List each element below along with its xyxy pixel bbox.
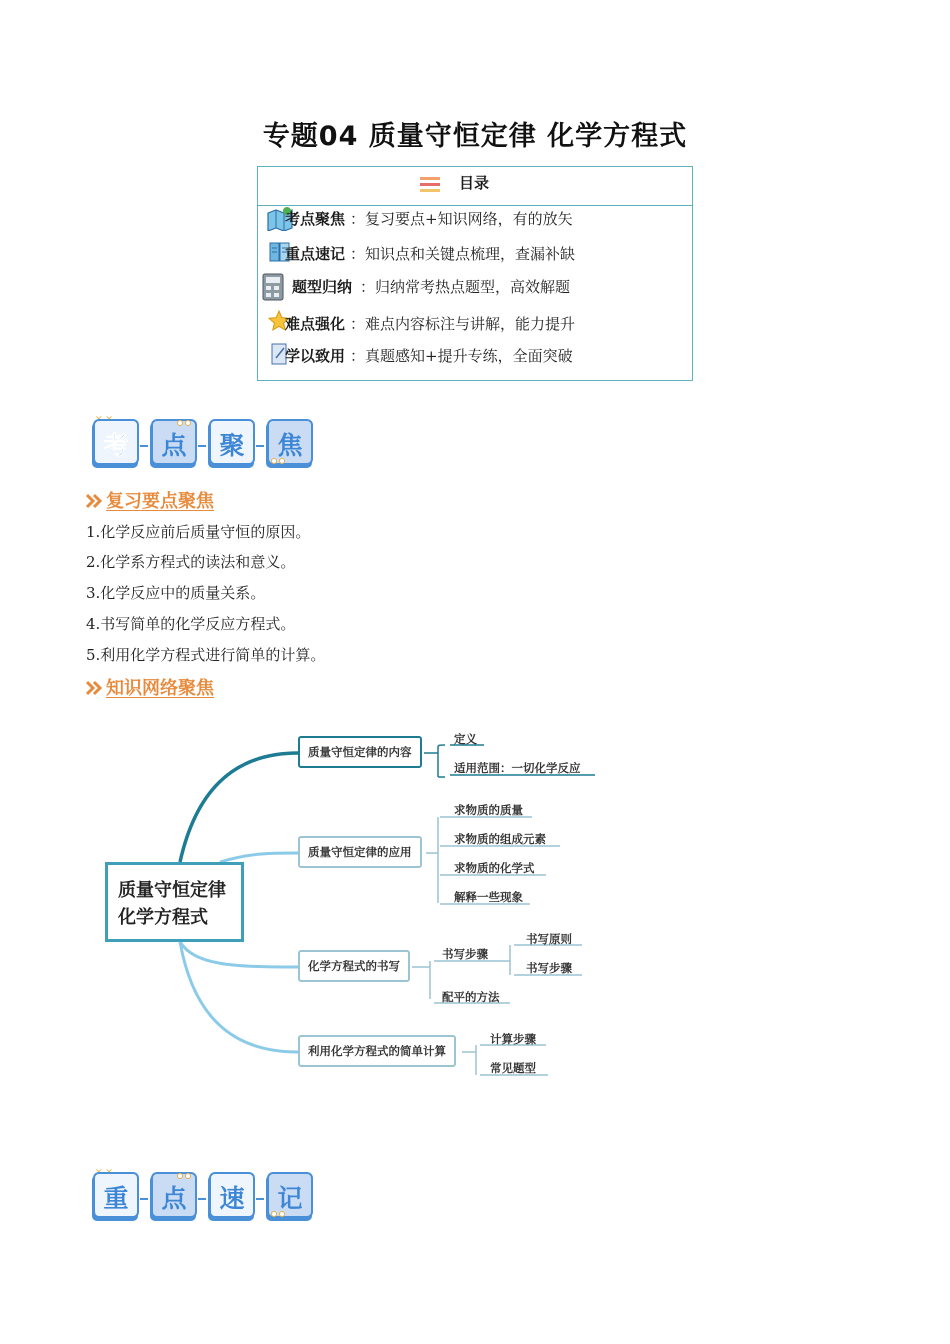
toc-title: 目录	[459, 174, 490, 192]
mindmap-root: 质量守恒定律 化学方程式	[105, 862, 244, 942]
page-title: 专题04 质量守恒定律 化学方程式	[262, 121, 688, 152]
table-of-contents: 目录 考点聚焦 ：复习要点+知识网络，有的放矢 重点速记 ：知识点和关键点梳理，查漏补缺 题型归纳 ：归纳常考热点题型，高效解题 难点强化 ：难点内容标注与讲解，能力提升 学以致用 ：真题感知+提升专练，全面突破	[257, 166, 693, 381]
list-icon	[419, 176, 443, 194]
mindmap-branch-3: 化学方程式的书写	[298, 950, 410, 982]
mindmap-branch-2: 质量守恒定律的应用	[298, 836, 422, 868]
review-point-1: 1.化学反应前后质量守恒的原因。	[86, 523, 311, 541]
section-banner-kaodian	[90, 414, 320, 470]
knowledge-mindmap	[100, 725, 620, 1090]
mindmap-branch-1: 质量守恒定律的内容	[298, 736, 422, 768]
mindmap-leaf: 书写原则	[526, 932, 572, 946]
mindmap-leaf: 配平的方法	[442, 990, 500, 1004]
review-point-4: 4.书写简单的化学反应方程式。	[86, 615, 296, 633]
review-point-2: 2.化学系方程式的读法和意义。	[86, 553, 296, 571]
banner-char-3: 聚	[219, 431, 245, 460]
mindmap-leaf: 求物质的组成元素	[454, 832, 546, 846]
mindmap-leaf: 书写步骤	[526, 961, 572, 975]
mindmap-leaf: 书写步骤	[442, 947, 488, 961]
banner-char-1: 考	[103, 431, 129, 460]
mindmap-leaf: 常见题型	[490, 1061, 536, 1075]
mindmap-leaf: 求物质的化学式	[454, 861, 535, 875]
review-heading: 复习要点聚焦	[86, 487, 214, 513]
mindmap-branch-4: 利用化学方程式的简单计算	[298, 1035, 456, 1067]
banner-char-4: 记	[277, 1184, 303, 1213]
double-chevron-icon	[86, 680, 104, 696]
banner-char-3: 速	[219, 1184, 245, 1213]
banner-char-1: 重	[103, 1184, 129, 1213]
mindmap-leaf: 求物质的质量	[454, 803, 523, 817]
review-point-5: 5.利用化学方程式进行简单的计算。	[86, 646, 326, 664]
double-chevron-icon	[86, 493, 104, 509]
mindmap-leaf: 计算步骤	[490, 1032, 536, 1046]
mindmap-leaf: 解释一些现象	[454, 890, 523, 904]
mindmap-leaf: 定义	[454, 732, 477, 746]
mindmap-leaf: 适用范围：一切化学反应	[454, 761, 581, 775]
banner-char-2: 点	[161, 1184, 187, 1213]
review-point-3: 3.化学反应中的质量关系。	[86, 584, 266, 602]
banner-char-2: 点	[161, 431, 187, 460]
toc-header	[258, 167, 692, 206]
section-banner-zhongdian	[90, 1167, 320, 1223]
banner-char-4: 焦	[277, 431, 303, 460]
calculator-icon	[262, 273, 284, 301]
network-heading: 知识网络聚焦	[86, 674, 214, 700]
